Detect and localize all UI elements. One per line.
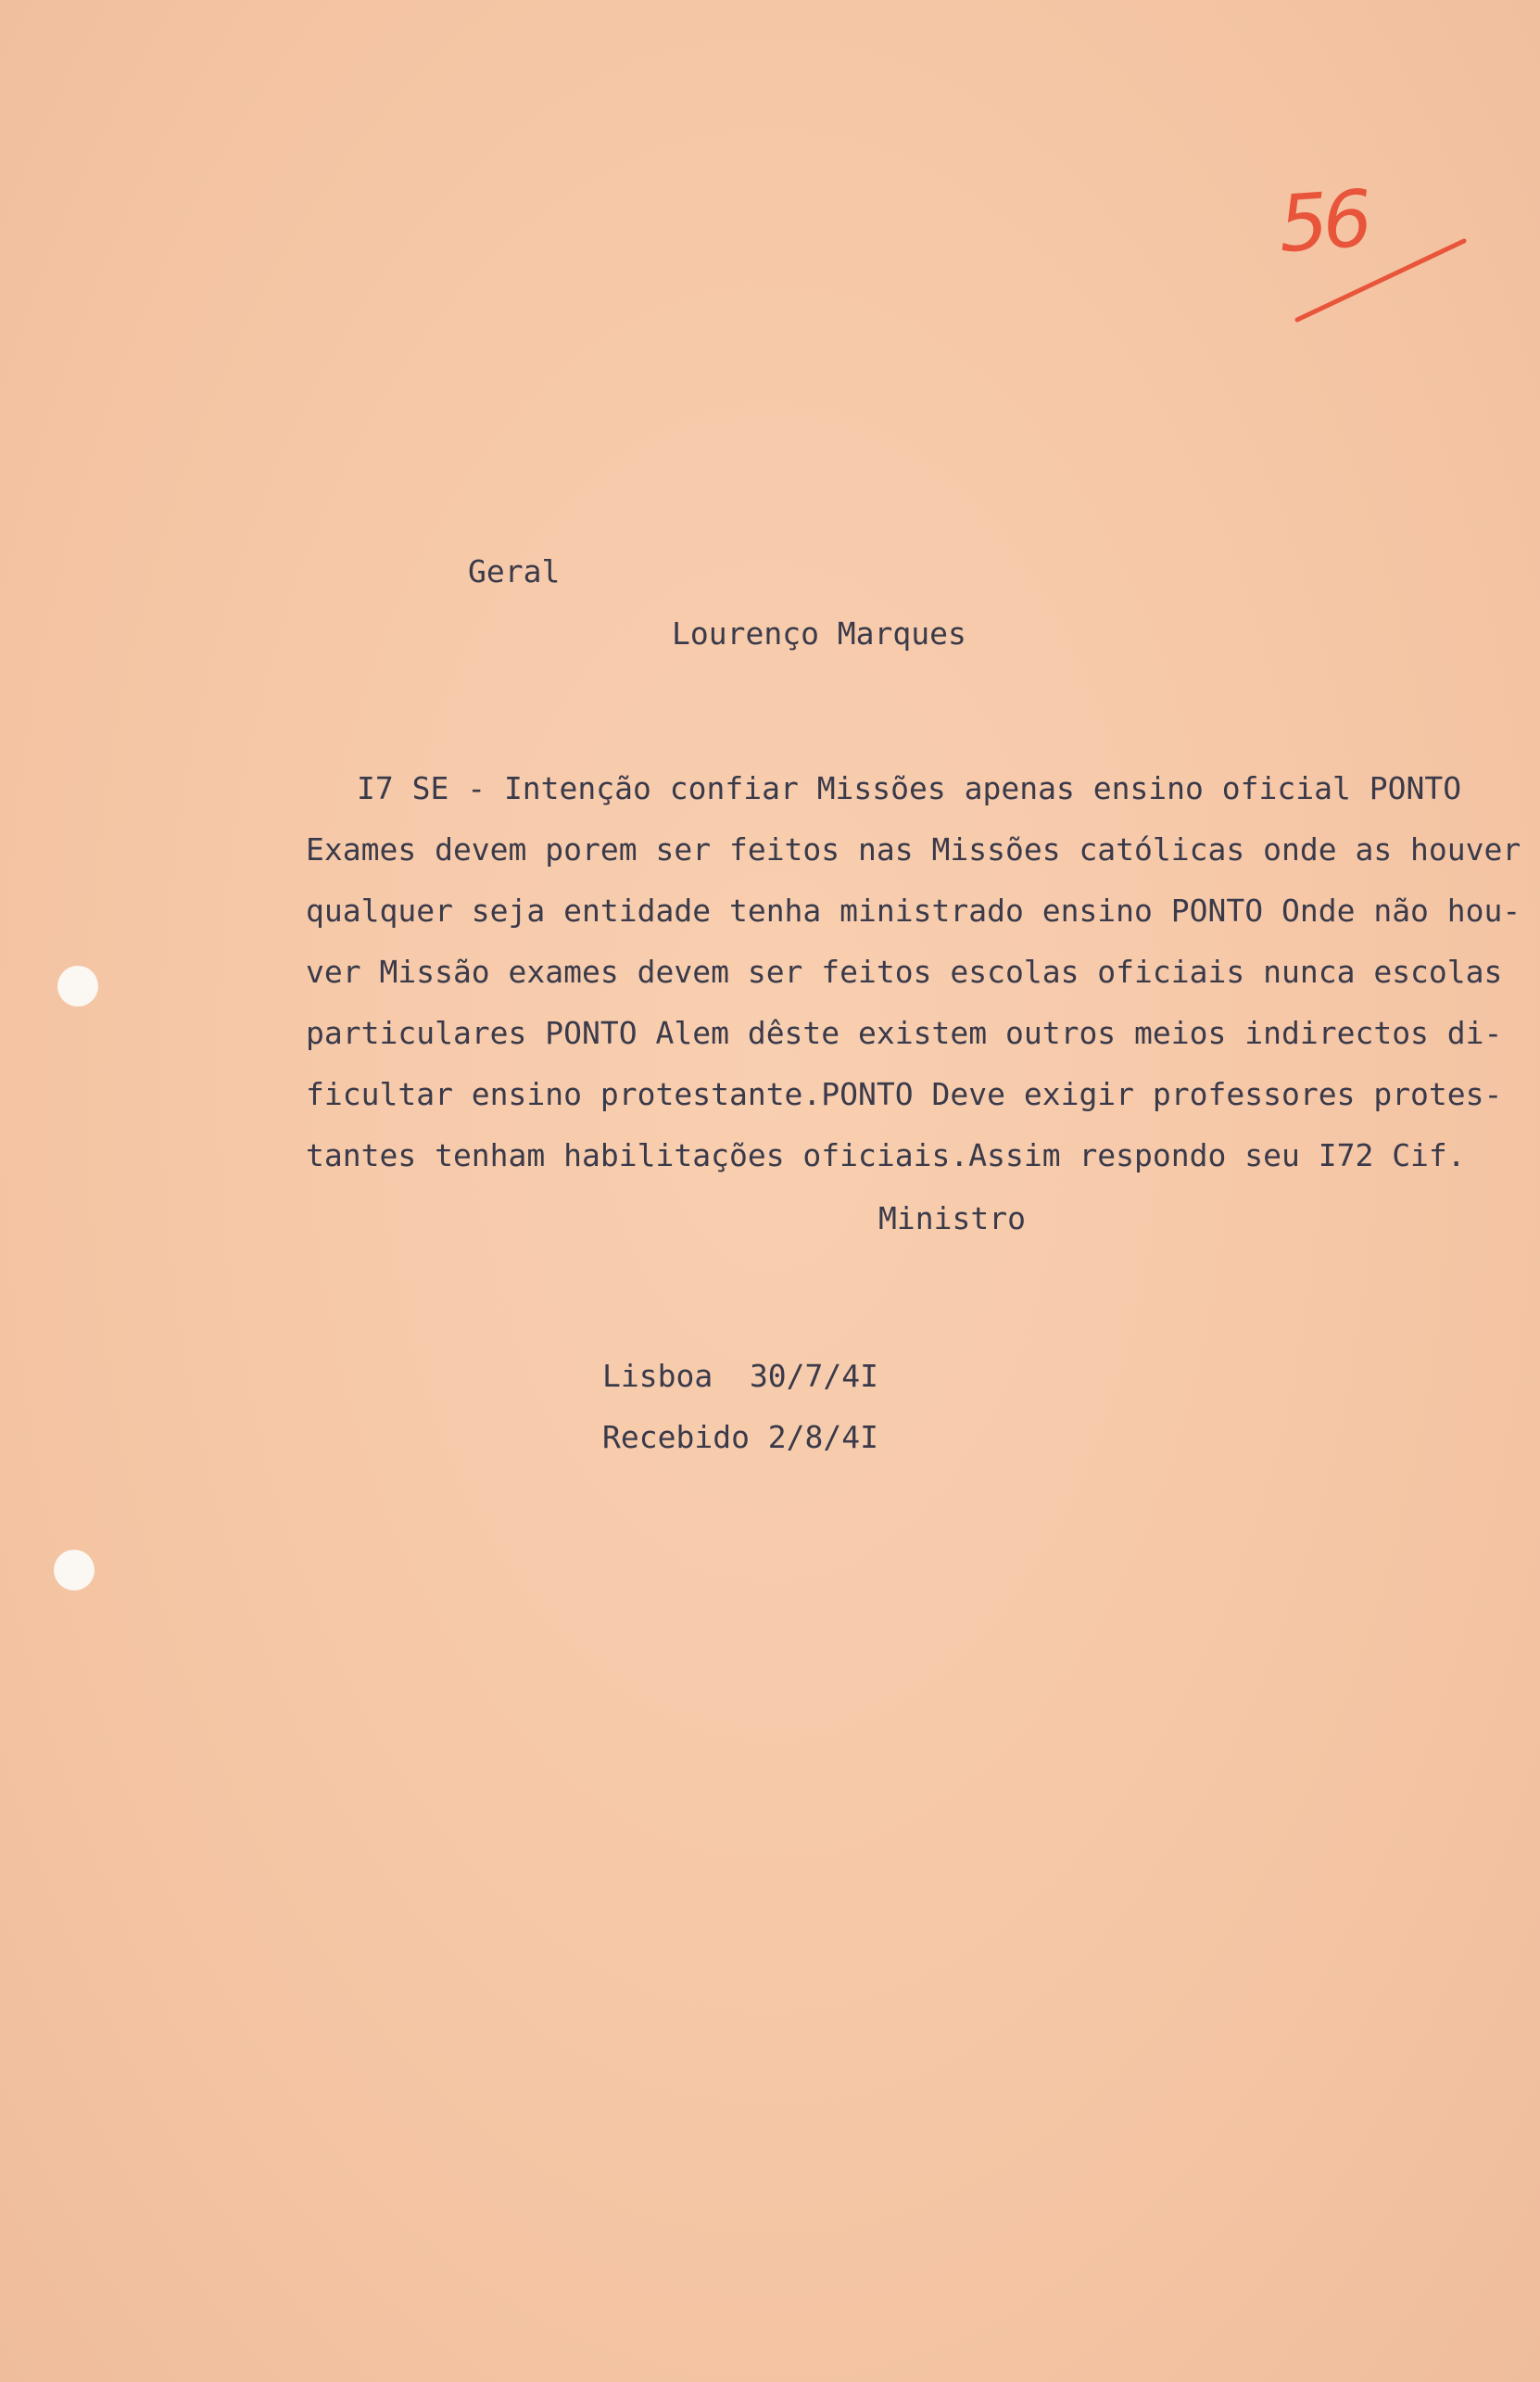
body-line-1: I7 SE - Intenção confiar Missões apenas ensino oficial PONTO bbox=[357, 770, 1462, 806]
signature: Ministro bbox=[878, 1200, 1026, 1236]
footer-received: Recebido 2/8/4I bbox=[602, 1419, 879, 1455]
punch-hole-lower bbox=[54, 1550, 95, 1590]
footer-sent: Lisboa 30/7/4I bbox=[602, 1358, 879, 1394]
body-line-3: qualquer seja entidade tenha ministrado ensino PONTO Onde não hou- bbox=[306, 893, 1521, 929]
punch-hole-upper bbox=[57, 966, 98, 1007]
folio-number bbox=[1275, 172, 1473, 334]
header-destination: Lourenço Marques bbox=[672, 615, 966, 652]
body-line-5: particulares PONTO Alem dêste existem outros meios indirectos di- bbox=[306, 1015, 1503, 1051]
body-line-7: tantes tenham habilitações oficiais.Assim respondo seu I72 Cif. bbox=[306, 1137, 1466, 1173]
body-line-2: Exames devem porem ser feitos nas Missões católicas onde as houver bbox=[306, 831, 1521, 868]
header-category: Geral bbox=[468, 553, 561, 589]
body-line-4: ver Missão exames devem ser feitos escolas oficiais nunca escolas bbox=[306, 954, 1503, 990]
folio-slash-mark bbox=[1279, 176, 1473, 334]
body-line-6: ficultar ensino protestante.PONTO Deve exigir professores protes- bbox=[306, 1076, 1503, 1112]
folio-number-text: 56 bbox=[1275, 172, 1370, 271]
